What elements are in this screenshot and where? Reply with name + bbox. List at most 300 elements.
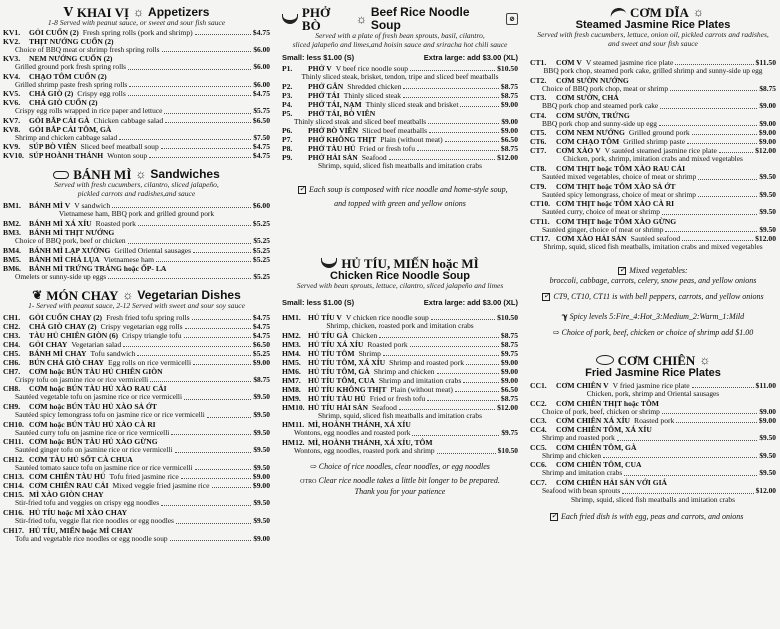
item-price: $10.50 xyxy=(497,64,518,73)
item-code: KV2. xyxy=(3,36,21,46)
item-price: $8.75 xyxy=(500,144,518,154)
leader-dots xyxy=(185,322,251,329)
item-price: $9.00 xyxy=(758,416,776,426)
item-code: HM5. xyxy=(282,357,301,367)
menu-item xyxy=(3,255,270,264)
leader-dots xyxy=(176,517,251,524)
item-code: CC5. xyxy=(530,442,547,452)
item-name: HỦ TÍU TÀU HỦ xyxy=(308,393,366,403)
item-name: CƠM SƯỜN, CHẢ xyxy=(556,93,619,103)
item-desc: Sliced beef meatballs xyxy=(362,126,428,136)
item-code: KV1. xyxy=(3,27,21,37)
item-name: CƠM CHIÊN HẢI SẢN VỚI GIÁ xyxy=(556,477,668,487)
item-price: $9.00 xyxy=(253,533,270,543)
item-detail xyxy=(3,535,270,544)
item-price: $9.75 xyxy=(501,428,518,438)
leader-dots xyxy=(624,469,757,476)
leader-dots xyxy=(193,246,251,253)
item-detail xyxy=(282,322,518,331)
item-detail xyxy=(3,499,270,508)
leader-dots xyxy=(123,340,251,347)
hutiu-clear-2: Thank you for your patience xyxy=(354,486,446,496)
hutiu-clear-text: Clear rice noodle takes a little bit longer to be prepared. xyxy=(318,475,500,485)
item-code: P4. xyxy=(282,99,293,109)
item-price: $8.75 xyxy=(500,393,518,403)
item-price: $9.50 xyxy=(253,515,270,525)
v-logo-icon: Ⅴ xyxy=(63,6,73,19)
item-name: HỦ TÍU hoặc MÌ XÀO CHAY xyxy=(29,507,128,517)
item-code: CT4. xyxy=(530,110,547,120)
leader-dots xyxy=(119,134,251,141)
leader-dots xyxy=(175,446,252,453)
item-desc: Plain (without meat) xyxy=(380,135,443,145)
item-name: PHỞ V xyxy=(308,64,332,73)
vegetarian-section xyxy=(3,289,270,543)
item-desc: Shrimp and roasted pork xyxy=(389,357,465,367)
comchien-section xyxy=(530,354,776,522)
leader-dots xyxy=(687,137,757,144)
item-name: CƠM THỊT hoặc TÔM XÀO CÀ RI xyxy=(556,199,675,209)
leader-dots xyxy=(460,100,498,107)
item-desc: Crispy egg rolls xyxy=(77,89,126,99)
leader-dots xyxy=(662,408,758,415)
item-code: CH13. xyxy=(3,472,24,482)
item-code: CT6. xyxy=(530,137,547,147)
leader-dots xyxy=(128,237,252,244)
item-price: $9.00 xyxy=(758,137,776,147)
item-detail xyxy=(3,63,270,72)
hutiu-list xyxy=(282,313,518,455)
item-detail-text: Shrimp, squid, sliced fish meatballs and imitation crabs xyxy=(317,161,482,171)
item-desc: Seafood xyxy=(372,402,397,412)
menu-item xyxy=(530,416,776,425)
item-detail-text: Shrimp and chicken cabbage salad xyxy=(15,132,118,142)
item-code: CH3. xyxy=(3,330,21,340)
leader-dots xyxy=(692,381,754,388)
comdia-note-1: Served with fresh cucumbers, lettuce, onion oil, pickled carrots and radishes, xyxy=(537,30,769,39)
item-name: CƠM CHIÊN V xyxy=(556,380,609,390)
item-desc: Egg rolls on rice vermicelli xyxy=(108,357,192,367)
item-detail-text: Sautéed curry, choice of meat or shrimp xyxy=(542,207,660,217)
item-code: CT9. xyxy=(530,181,547,191)
item-detail xyxy=(530,102,776,111)
leader-dots xyxy=(410,64,495,71)
item-detail xyxy=(530,155,776,164)
leader-dots xyxy=(379,331,499,338)
item-detail-text: BBQ pork chop and sunny-side up egg xyxy=(542,118,657,128)
item-code: CH12. xyxy=(3,454,24,464)
item-desc: Fresh fried tofu spring rolls xyxy=(106,312,190,322)
item-name: CƠM CHIÊN THỊT hoặc TÔM xyxy=(556,398,659,408)
item-price: $12.00 xyxy=(755,234,776,244)
item-price: $9.00 xyxy=(252,481,270,491)
pho-note-1: Served with a plate of fresh bean sprouts, basil, cilantro, xyxy=(315,31,485,40)
item-name: CHẢ GIÒ CHAY (2) xyxy=(29,321,97,331)
item-code: P7. xyxy=(282,135,293,145)
item-name: BÁNH MÌ TRỨNG TRÁNG hoặc ỐP- LA xyxy=(29,263,167,273)
hutiu-clear-1 xyxy=(282,476,518,487)
item-name: PHỞ GÂN xyxy=(308,81,344,91)
item-name: CƠM TÀU HỦ SỐT CÀ CHUA xyxy=(29,454,133,464)
menu-item xyxy=(282,91,518,100)
item-desc: V fried jasmine rice plate xyxy=(612,380,690,390)
item-name: PHỞ BÒ VIÊN xyxy=(308,126,359,136)
item-code: KV9. xyxy=(3,142,21,152)
item-desc: Roasted pork xyxy=(95,219,136,229)
leader-dots xyxy=(138,219,251,226)
menu-item xyxy=(282,100,518,109)
item-name: GỎI BẮP CẢI GÀ xyxy=(29,115,90,125)
item-price: $5.25 xyxy=(252,219,270,229)
item-code: HM4. xyxy=(282,348,301,358)
item-price: $4.75 xyxy=(252,312,270,322)
item-code: CT2. xyxy=(530,75,547,85)
menu-item xyxy=(282,144,518,153)
item-name: CƠM hoặc BÚN TÀU HỦ XÀO CÀ RI xyxy=(29,419,156,429)
item-desc: V steamed jasmine rice plate xyxy=(585,58,674,67)
sun-icon: ☼ xyxy=(135,167,147,182)
item-detail-text: Crispy tofu on jasmine rice or rice vermicelli xyxy=(15,374,149,384)
item-code: BM5. xyxy=(3,254,21,264)
bowl-icon xyxy=(282,14,298,24)
menu-item xyxy=(3,313,270,322)
bread-icon xyxy=(53,171,69,179)
item-price: $11.00 xyxy=(755,380,776,390)
item-code: CH2. xyxy=(3,321,21,331)
item-name: PHỞ KHÔNG THỊT xyxy=(308,135,377,145)
leader-dots xyxy=(682,234,753,241)
hutiu-note: Served with bean sprouts, lettuce, cilantro, sliced jalapeño and limes xyxy=(296,280,504,290)
item-detail-text: Chicken, pork, shrimp, imitation crabs and mixed vegetables xyxy=(563,154,743,164)
item-code: CH16. xyxy=(3,507,24,517)
item-detail xyxy=(530,496,776,505)
no-msg-icon: ⊘ xyxy=(506,13,518,25)
item-price: $4.75 xyxy=(252,142,270,152)
item-name: GỎI CUỐN (2) xyxy=(29,27,79,37)
item-code: CH9. xyxy=(3,401,21,411)
item-name: GỎI CUỐN CHAY (2) xyxy=(29,312,103,322)
item-code: CC1. xyxy=(530,380,547,390)
item-detail-text: Choice of BBQ pork chop, meat or shrimp xyxy=(542,83,669,93)
item-detail-text: Choice of BBQ meat or shrimp fresh spring rolls xyxy=(15,44,160,54)
item-code: CH10. xyxy=(3,419,24,429)
sun-icon: ☼ xyxy=(355,11,367,26)
item-price: $9.00 xyxy=(252,472,270,482)
leader-dots xyxy=(149,151,251,158)
item-code: CC4. xyxy=(530,425,547,435)
item-name: CƠM THỊT hoặc TÔM XÀO GỪNG xyxy=(556,216,677,226)
item-detail xyxy=(530,469,776,478)
menu-item xyxy=(3,358,270,367)
item-code: P8. xyxy=(282,144,293,154)
item-name: PHỞ TÁI xyxy=(308,90,340,100)
sun-icon: ☼ xyxy=(692,6,704,19)
item-detail-text: Thinly sliced steak, brisket, tendon, tripe and sliced beef meatballs xyxy=(301,72,499,81)
item-name: HỦ TÍU, MIẾN hoặc MÌ CHAY xyxy=(29,525,133,535)
item-name: HỦ TÍU GÀ xyxy=(308,330,348,340)
leader-dots xyxy=(192,313,251,320)
leader-dots xyxy=(156,255,251,262)
item-desc: Grilled shrimp paste xyxy=(623,137,686,147)
item-code: CH6. xyxy=(3,357,21,367)
leader-dots xyxy=(698,191,757,198)
mixed-veg-desc: broccoli, cabbage, carrots, celery, snow peas, and yellow onions xyxy=(549,275,757,285)
item-code: P9. xyxy=(282,153,293,163)
leader-dots xyxy=(207,411,252,418)
item-detail xyxy=(282,447,518,456)
item-name: PHỞ TÀU HỦ xyxy=(308,144,356,154)
item-detail xyxy=(530,173,776,182)
item-price: $9.00 xyxy=(500,126,518,136)
item-name: CƠM XÀO V xyxy=(556,146,601,156)
leader-dots xyxy=(170,535,252,542)
item-name: MÌ, HOÀNH THÁNH, XÁ XÍU, TÔM xyxy=(308,438,433,448)
item-name: CƠM hoặc BÚN TÀU HỦ XÀO GỪNG xyxy=(29,437,158,447)
comdia-section xyxy=(530,6,776,338)
item-code: KV5. xyxy=(3,89,21,99)
item-price: $9.50 xyxy=(253,392,270,402)
menu-item xyxy=(282,126,518,135)
item-code: KV4. xyxy=(3,71,21,81)
item-code: BM1. xyxy=(3,201,21,211)
item-price: $6.00 xyxy=(253,62,270,72)
menu-item xyxy=(3,219,270,228)
item-price: $12.00 xyxy=(755,485,776,495)
item-detail-text: Tofu and vegetable rice noodles or egg noodle soup xyxy=(15,533,168,543)
comdia-list xyxy=(530,58,776,252)
item-detail xyxy=(3,237,270,246)
item-name: CƠM V xyxy=(556,58,582,67)
leader-dots xyxy=(184,393,251,400)
menu-column-left xyxy=(0,6,274,625)
item-detail-text: Sautéed curry tofu on jasmine rice or rice vermicelli xyxy=(15,427,170,437)
leader-dots xyxy=(212,481,251,488)
item-name: CƠM CHIÊN TÔM, CUA xyxy=(556,460,642,470)
menu-item xyxy=(3,151,270,160)
menu-item xyxy=(3,322,270,331)
pho-title-en: Beef Rice Noodle Soup xyxy=(370,6,470,32)
item-desc: Vietnamese ham xyxy=(103,254,155,264)
vegetarian-title-vn: MÓN CHAY xyxy=(46,288,119,304)
leader-dots xyxy=(193,358,251,365)
item-name: HỦ TÍU TÔM xyxy=(308,348,355,358)
comchien-header xyxy=(530,354,776,367)
leader-dots xyxy=(455,385,499,392)
otro-text: OTRO xyxy=(300,478,317,485)
item-name: HỦ TÍU TÔM, XÁ XÍU xyxy=(308,357,386,367)
leader-dots xyxy=(719,146,753,153)
item-name: NEM NƯỚNG CUỐN (2) xyxy=(29,54,113,64)
item-desc: Roasted pork xyxy=(367,339,408,349)
item-price: $9.50 xyxy=(253,498,270,508)
item-price: $6.50 xyxy=(500,135,518,145)
item-detail-text: Thinly sliced steak and sliced beef meatballs xyxy=(294,116,427,126)
item-price: $9.50 xyxy=(759,433,776,443)
item-name: HỦ TÍU XÁ XÍU xyxy=(308,339,364,349)
leader-dots xyxy=(445,135,499,142)
item-code: P5. xyxy=(282,108,293,118)
item-code: CT1. xyxy=(530,58,547,67)
item-name: MÌ XÀO GIÒN CHAY xyxy=(29,490,104,500)
item-price: $6.00 xyxy=(253,44,270,54)
item-desc: Grilled ground pork xyxy=(628,128,690,138)
item-detail xyxy=(3,429,270,438)
menu-item xyxy=(282,349,518,358)
leader-dots xyxy=(389,153,495,160)
leader-dots xyxy=(431,313,495,320)
item-desc: Shrimp xyxy=(358,348,381,358)
item-detail-text: Shrimp, chicken, roasted pork and imitation crabs xyxy=(326,321,474,331)
leader-dots xyxy=(165,116,251,123)
item-code: P6. xyxy=(282,126,293,136)
item-name: BÁNH MÌ CHẢ LỤA xyxy=(29,254,100,264)
item-desc: Fried or fresh tofu xyxy=(369,393,426,403)
item-desc: Crispy triangle tofu xyxy=(122,330,182,340)
item-detail xyxy=(3,446,270,455)
leader-dots xyxy=(417,144,499,151)
item-price: $5.75 xyxy=(253,106,270,116)
item-code: CT5. xyxy=(530,128,547,138)
pho-large-size: Extra large: add $3.00 (XL) xyxy=(423,53,518,62)
item-desc: Thinly sliced steak and brisket xyxy=(365,99,459,109)
spicy-levels xyxy=(530,312,776,322)
item-price: $8.75 xyxy=(500,339,518,349)
item-code: BM6. xyxy=(3,263,21,273)
item-detail xyxy=(530,67,776,76)
hutiu-choice-text: Choice of rice noodles, clear noodles, or egg noodles xyxy=(318,461,490,471)
item-desc: V beef rice noodle soup xyxy=(335,64,409,73)
item-desc: Shredded chicken xyxy=(347,81,402,91)
item-name: CƠM NEM NƯỚNG xyxy=(556,128,625,138)
item-code: CH4. xyxy=(3,339,21,349)
item-code: KV3. xyxy=(3,54,21,64)
comdia-note-2: and sweet and sour fish sauce xyxy=(608,38,698,48)
item-name: BÁNH MÌ THỊT NƯỚNG xyxy=(29,228,115,238)
item-detail-text: Shrimp and chicken xyxy=(542,450,602,460)
leader-dots xyxy=(463,376,499,383)
dragon-icon xyxy=(609,6,627,19)
item-desc: Wonton soup xyxy=(107,151,148,161)
pho-title-vn: PHỞ BÒ xyxy=(301,6,331,33)
item-name: CƠM hoặc BÚN TÀU HỦ CHIÊN GIÒN xyxy=(29,366,163,376)
hutiu-section xyxy=(282,257,518,497)
leader-dots xyxy=(108,273,251,280)
item-desc: Seafood xyxy=(361,153,387,163)
item-detail-text: Vietnamese ham, BBQ pork and grilled ground pork xyxy=(58,209,215,219)
leader-dots xyxy=(161,499,251,506)
pho-note-2: sliced jalapeño and limes,and hoisin sauce and sriracha hot chili sauce xyxy=(292,39,508,49)
leader-dots xyxy=(603,452,757,459)
item-detail xyxy=(282,429,518,438)
leader-dots xyxy=(195,464,252,471)
item-price: $9.00 xyxy=(252,357,270,367)
item-detail xyxy=(3,273,270,282)
item-detail-text: Choice of BBQ pork, beef or chicken xyxy=(15,236,126,246)
item-price: $9.50 xyxy=(253,445,270,455)
item-code: BM3. xyxy=(3,228,21,238)
item-detail xyxy=(530,243,776,252)
item-price: $8.75 xyxy=(500,90,518,100)
leader-dots xyxy=(410,340,499,347)
leader-dots xyxy=(670,85,757,92)
item-price: $7.50 xyxy=(253,132,270,142)
menu-item xyxy=(3,246,270,255)
hutiu-choice: ⇨ Choice of rice noodles, clear noodles, or egg noodles xyxy=(310,461,490,471)
menu-column-right xyxy=(526,6,780,625)
item-name: CƠM hoặc BÚN TÀU HỦ XÀO RAU CẢI xyxy=(29,384,167,394)
item-detail-text: Crispy egg rolls wrapped in rice paper and lettuce xyxy=(15,106,163,116)
item-name: HỦ TÍU V xyxy=(308,313,342,323)
item-price: $6.00 xyxy=(252,201,270,211)
item-desc: Grilled Oriental sausages xyxy=(114,245,192,255)
checkbox-icon xyxy=(298,186,306,194)
item-code: CH1. xyxy=(3,312,21,322)
comchien-info xyxy=(530,512,776,522)
item-price: $4.75 xyxy=(252,151,270,161)
item-detail-text: Chicken, pork, shrimp and Oriental sausages xyxy=(586,388,720,398)
item-price: $9.50 xyxy=(253,427,270,437)
item-desc: Shrimp and imitation crabs xyxy=(378,375,462,385)
item-price: $9.75 xyxy=(500,348,518,358)
item-detail-text: Sautéed spicy lemongrass tofu on jasmine rice or rice vermicelli xyxy=(15,409,205,419)
appetizers-list xyxy=(3,28,270,161)
item-name: MÌ, HOÀNH THÁNH, XÁ XÍU xyxy=(308,420,411,430)
item-detail xyxy=(3,81,270,90)
item-code: HM9. xyxy=(282,393,301,403)
leader-dots xyxy=(665,226,757,233)
hutiu-size-row xyxy=(282,298,518,307)
appetizers-title-vn: KHAI VỊ xyxy=(76,6,130,20)
item-detail xyxy=(3,46,270,55)
item-price: $9.50 xyxy=(759,207,776,217)
item-name: CƠM CHIÊN RAU CẢI xyxy=(29,481,109,491)
item-detail xyxy=(530,208,776,217)
leader-dots xyxy=(692,128,757,135)
item-price: $9.00 xyxy=(759,101,776,111)
item-detail xyxy=(3,107,270,116)
comdia-title-en: Steamed Jasmine Rice Plates xyxy=(575,19,731,31)
leader-dots xyxy=(129,81,251,88)
item-name: CƠM XÀO HẢI SẢN xyxy=(556,234,627,244)
item-detail xyxy=(282,73,518,82)
leader-dots xyxy=(617,434,757,441)
item-code: CC3. xyxy=(530,416,547,426)
menu-item xyxy=(3,89,270,98)
item-code: HM3. xyxy=(282,339,301,349)
menu-item xyxy=(282,385,518,394)
item-price: $9.50 xyxy=(759,450,776,460)
leader-dots xyxy=(112,201,251,208)
item-code: CH5. xyxy=(3,348,21,358)
appetizers-note: 1-8 Served with peanut sauce, or sweet and sour fish sauce xyxy=(47,18,226,27)
leader-dots xyxy=(660,102,757,109)
sun-icon: ☼ xyxy=(133,6,145,19)
item-code: KV8. xyxy=(3,124,21,134)
leader-dots xyxy=(427,394,499,401)
item-detail-text: Shrimp, squid, sliced fish meatballs and imitation crabs xyxy=(570,494,735,504)
item-code: CT17. xyxy=(530,234,551,244)
item-code: KV7. xyxy=(3,115,21,125)
item-price: $8.75 xyxy=(759,83,776,93)
comdia-title-vn: CƠM DĨA xyxy=(630,6,689,20)
item-code: CC6. xyxy=(530,460,547,470)
item-price: $8.75 xyxy=(500,330,518,340)
menu-item xyxy=(282,82,518,91)
banhmi-note-2: pickled carrots and radishes,and sauce xyxy=(77,188,196,198)
item-name: THỊT NƯỚNG CUỐN (2) xyxy=(29,36,114,46)
item-name: CƠM THỊT hoặc TÔM XÀO RAU CẢI xyxy=(556,163,686,173)
item-desc: Thinly sliced steak xyxy=(343,90,402,100)
